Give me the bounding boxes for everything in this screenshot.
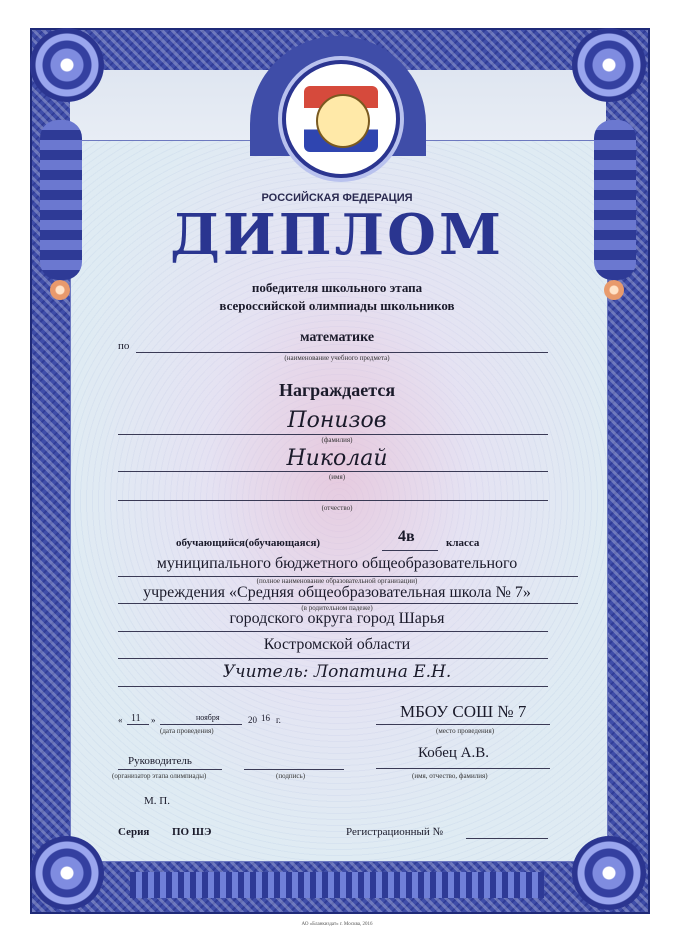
place-line <box>376 724 550 725</box>
school-line-3-rule <box>118 631 548 632</box>
head-fio: Кобец А.В. <box>418 745 489 761</box>
head-label: Руководитель <box>128 755 192 767</box>
head-line <box>118 769 222 770</box>
grade-value: 4в <box>398 528 415 545</box>
school-caption-2: (в родительном падеже) <box>301 604 373 612</box>
signature-line <box>244 769 344 770</box>
head-caption: (организатор этапа олимпиады) <box>112 772 207 780</box>
olympiad-emblem <box>282 60 400 178</box>
subject-line <box>136 352 548 353</box>
corner-rosette-icon <box>572 28 646 102</box>
date-quote-close: » <box>151 715 156 725</box>
stamp-place: М. П. <box>144 795 170 807</box>
school-line-4: Костромской области <box>263 636 411 653</box>
subtitle-line-2: всероссийской олимпиады школьников <box>219 298 455 313</box>
reg-line <box>466 838 548 839</box>
bottom-ornament <box>130 872 544 898</box>
series-label: Серия <box>118 826 150 838</box>
date-year-end: г. <box>276 715 281 725</box>
country-name: РОССИЙСКАЯ ФЕДЕРАЦИЯ <box>261 192 413 204</box>
date-month-line <box>160 724 242 725</box>
corner-rosette-icon <box>30 28 104 102</box>
grade-suffix: класса <box>446 537 480 549</box>
subject-prefix: по <box>118 340 130 352</box>
place-caption: (место проведения) <box>436 727 495 735</box>
name-value: Николай <box>286 446 388 471</box>
school-caption-1: (полное наименование образовательной организации) <box>256 577 418 585</box>
surname-caption: (фамилия) <box>321 436 353 444</box>
reg-label: Регистрационный № <box>346 826 444 838</box>
school-line-2: учреждения «Средняя общеобразовательная школа № 7» <box>143 584 531 601</box>
teacher-rule <box>118 686 548 687</box>
date-day: 11 <box>131 713 141 724</box>
date-year-suffix: 16 <box>261 713 270 723</box>
award-heading: Награждается <box>278 380 396 400</box>
date-caption: (дата проведения) <box>160 727 214 735</box>
school-line-3: городского округа город Шарья <box>229 610 445 627</box>
patronymic-line <box>118 500 548 501</box>
date-month: ноября <box>196 713 220 722</box>
corner-rosette-icon <box>572 836 646 910</box>
document-title: ДИПЛОМ <box>170 202 504 268</box>
corner-rosette-icon <box>30 836 104 910</box>
fio-caption: (имя, отчество, фамилия) <box>412 772 488 780</box>
place-value: МБОУ СОШ № 7 <box>400 702 527 721</box>
date-year-prefix: 20 <box>248 715 257 725</box>
subject-value: математике <box>299 330 375 345</box>
surname-value: Понизов <box>287 408 387 433</box>
emblem-center-icon <box>316 94 370 148</box>
student-label: обучающийся(обучающаяся) <box>176 537 321 549</box>
grade-line <box>382 550 438 551</box>
surname-line <box>118 434 548 435</box>
date-quote-open: « <box>118 715 123 725</box>
printer-imprint: АО «Бланкиздат» г. Москва, 2016 <box>301 922 373 927</box>
date-day-line <box>127 724 149 725</box>
subtitle-line-1: победителя школьного этапа <box>251 280 423 295</box>
patronymic-caption: (отчество) <box>321 504 353 512</box>
name-line <box>118 471 548 472</box>
school-line-4-rule <box>118 658 548 659</box>
series-value: ПО ШЭ <box>172 826 212 838</box>
teacher-line: Учитель: Лопатина Е.Н. <box>222 662 452 682</box>
school-line-1: муниципального бюджетного общеобразовательного <box>156 555 518 572</box>
signature-caption: (подпись) <box>276 772 306 780</box>
fio-line <box>376 768 550 769</box>
name-caption: (имя) <box>328 473 346 481</box>
subject-caption: (наименование учебного предмета) <box>284 354 390 362</box>
